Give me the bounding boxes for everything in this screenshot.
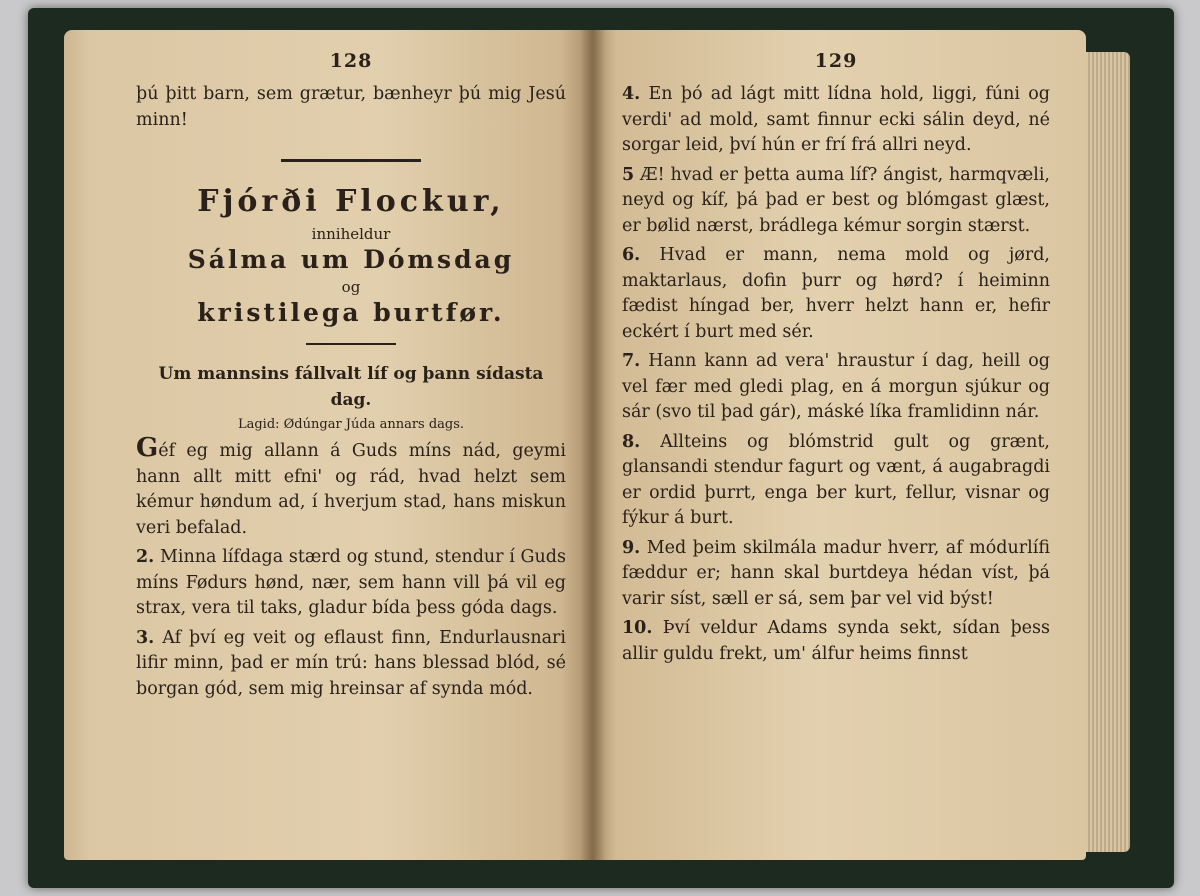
verse-4 (622, 82, 1050, 159)
right-page (592, 30, 1086, 860)
verse-1-text: éf eg mig allann á Guds míns nád, geymi hann allt mitt efni' og rád, hvad helzt sem kémur høndum ad, í hverjum stad, hans miskun veri befalad. (136, 441, 566, 538)
verse-7-number: 7. (622, 351, 641, 371)
section-heading-psalms: Sálma um Dómsdag (187, 245, 515, 274)
page-number-left: 128 (329, 50, 373, 72)
section-heading-og: og (341, 278, 361, 296)
verse-6-number: 6. (622, 245, 641, 265)
verse-7 (622, 349, 1050, 426)
verse-6-text: Hvad er mann, nema mold og jørd, maktarlaus, dofin þurr og hørd? í heiminn fædist híngad ber, hverr helzt hann er, hefir eckért í burt med sér. (622, 245, 1050, 342)
page-number-right: 129 (814, 50, 858, 72)
hymn-title: Um mannsins fállvalt líf og þann sídasta dag. (158, 364, 544, 410)
verse-5-text: Æ! hvad er þetta auma líf? ángist, harmqvæli, neyd og kíf, þá þad er best og blómgast glæst, er bølid nærst, brádlega kémur sorgin stærst. (622, 164, 1050, 236)
hymn-tune: Lagid: Ødúngar Júda annars dags. (237, 417, 465, 432)
verse-10-number: 10. (622, 618, 653, 638)
verse-9-number: 9. (622, 537, 641, 558)
verse-3-text: Af því eg veit og eflaust finn, Endurlausnari lifir minn, þad er mín trú: hans blessad blód, sé borgan gód, sem mig hreinsar af synda mód. (136, 627, 566, 699)
verse-5 (622, 163, 1050, 240)
verse-6 (622, 243, 1050, 345)
section-heading-sub: inniheldur (311, 225, 391, 243)
verse-5-number: 5 (622, 164, 635, 185)
verse-1-initial: G (136, 433, 159, 463)
verse-1 (136, 433, 566, 541)
verse-10-text: Því veldur Adams synda sekt, sídan þess allir guldu frekt, um' álfur heims finnst (622, 618, 1050, 664)
verse-4-text: En þó ad lágt mitt lídna hold, liggi, fúni og verdi' ad mold, samt finnur ecki sálin deyd, né sorgar leid, því hún er frí frá allri neyd. (622, 84, 1050, 155)
verse-10 (622, 616, 1050, 667)
verse-9 (622, 536, 1050, 613)
opening-lines: þú þitt barn, sem grætur, bænheyr þú mig Jesú minn! (136, 84, 566, 130)
page-edges (1086, 52, 1130, 852)
verse-2-text: Minna lífdaga stærd og stund, stendur í Guds míns Fødurs hønd, nær, sem hann vill þá vil eg strax, vera til taks, gladur bída þess góda dags. (136, 547, 566, 618)
verse-3-number: 3. (136, 627, 155, 648)
verse-7-text: Hann kann ad vera' hraustur í dag, heill og vel fær med gledi plag, en á morgun sjúkur og sár (svo til þad gár), máské líka framlidinn nár. (622, 351, 1050, 422)
verse-4-number: 4. (622, 84, 641, 104)
verse-9-text: Med þeim skilmála madur hverr, af módurlífi fæddur er; hann skal burtdeya hédan víst, þá varir síst, sæll er sá, sem þar vel vid býst! (622, 537, 1050, 609)
left-page (64, 30, 592, 860)
verse-2 (136, 545, 566, 622)
verse-2-number: 2. (136, 547, 155, 567)
divider-rule (281, 159, 421, 162)
verse-8-number: 8. (622, 431, 641, 452)
verse-8 (622, 430, 1050, 532)
verse-8-text: Allteins og blómstrid gult og grænt, glansandi stendur fagurt og vænt, á augabragdi er ordid þurrt, enga ber kurt, fellur, visnar og fýkur á burt. (622, 431, 1050, 528)
verse-3 (136, 626, 566, 703)
section-heading-death: kristilega burtfør. (197, 298, 505, 327)
divider-rule-small (306, 343, 396, 345)
book-gutter (580, 30, 606, 860)
section-heading: Fjórði Flockur, (197, 184, 505, 219)
